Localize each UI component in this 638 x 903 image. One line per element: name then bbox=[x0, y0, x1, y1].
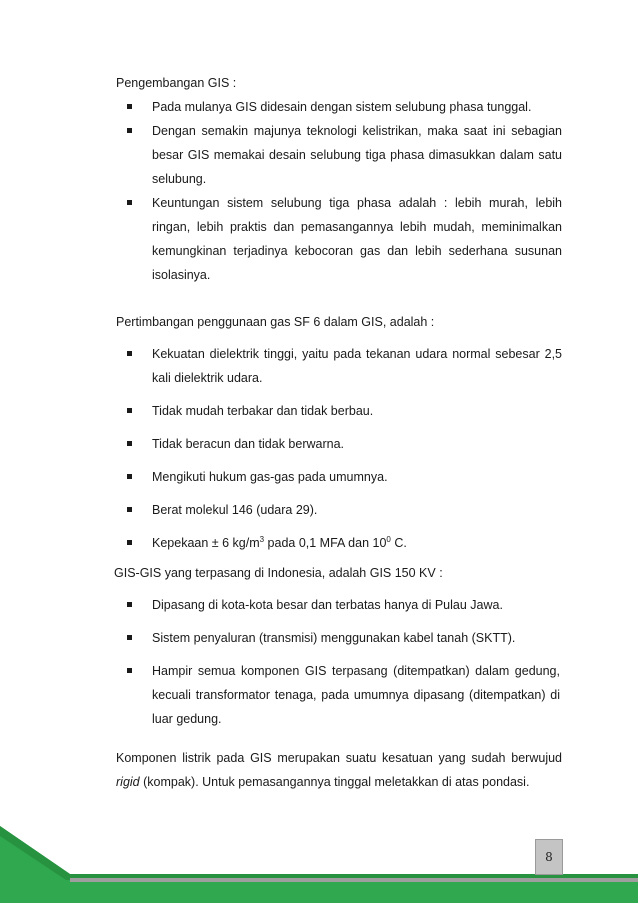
list-item: Sistem penyaluran (transmisi) menggunakan kabel tanah (SKTT). bbox=[116, 626, 560, 650]
list-item: Pada mulanya GIS didesain dengan sistem selubung phasa tunggal. bbox=[116, 95, 562, 119]
section-heading: Pengembangan GIS : bbox=[116, 76, 237, 90]
section-heading: Pertimbangan penggunaan gas SF 6 dalam GIS, adalah : bbox=[116, 315, 435, 329]
list-item: Tidak beracun dan tidak berwarna. bbox=[116, 432, 562, 456]
list-item: Dipasang di kota-kota besar dan terbatas hanya di Pulau Jawa. bbox=[116, 593, 560, 617]
list-item: Tidak mudah terbakar dan tidak berbau. bbox=[116, 399, 562, 423]
page-number: 8 bbox=[535, 839, 563, 875]
list-item: Hampir semua komponen GIS terpasang (ditempatkan) dalam gedung, kecuali transformator tenaga, pada umumnya dipasang (ditempatkan) di luar gedung. bbox=[116, 659, 560, 731]
closing-paragraph: Komponen listrik pada GIS merupakan suatu kesatuan yang sudah berwujud rigid (kompak). Untuk pemasangannya tinggal meletakkan di atas pondasi. bbox=[116, 751, 562, 789]
section-heading: GIS-GIS yang terpasang di Indonesia, adalah GIS 150 KV : bbox=[114, 566, 443, 580]
list-item: Keuntungan sistem selubung tiga phasa adalah : lebih murah, lebih ringan, lebih praktis dan pemasangannya lebih mudah, meminimalkan kemungkinan terjadinya kebocoran gas dan lebih sederhana susunan isolasinya. bbox=[116, 191, 562, 287]
footer-gray-line bbox=[70, 878, 638, 882]
density-text: Kepekaan ± 6 $kg/m^3$ pada 0,1 MFA dan $10^0$ C. bbox=[152, 534, 407, 550]
list-item: Dengan semakin majunya teknologi kelistrikan, maka saat ini sebagian besar GIS memakai desain selubung tiga phasa dimasukkan dalam satu selubung. bbox=[116, 119, 562, 191]
list-item: Mengikuti hukum gas-gas pada umumnya. bbox=[116, 465, 562, 489]
list-item: Kekuatan dielektrik tinggi, yaitu pada tekanan udara normal sebesar 2,5 kali dielektrik udara. bbox=[116, 342, 562, 390]
list-item: Berat molekul 146 (udara 29). bbox=[116, 498, 562, 522]
